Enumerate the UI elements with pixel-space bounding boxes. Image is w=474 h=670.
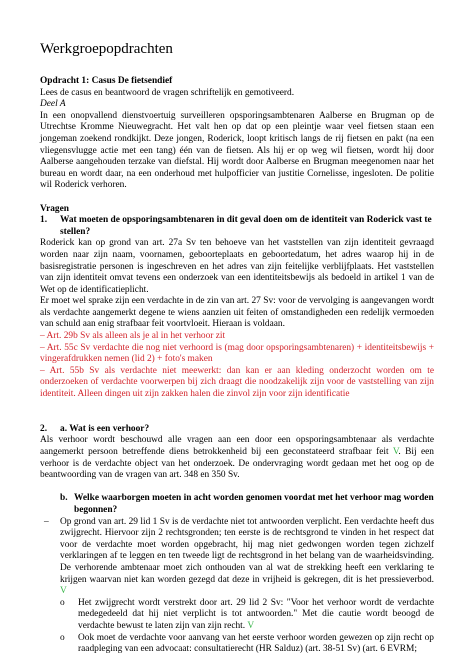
answer-2b-cautie: Het zwijgrecht wordt verstrekt door art. 29 lid 2 Sv: "Voor het verhoor wordt de verdachte medegedeeld dat hij niet verplicht is tot antwoorden." Met die cautie wordt beoogd de verdachte bewust te laten zijn van zijn recht. [78,597,434,631]
circle-bullet-icon: o [60,632,65,643]
answer-2a-part-2: . Bij een verhoor is de verdachte object van het onderzoek. De ondervraging wordt gedaan met het oog op de beantwoording van de vragen van art. 348 en 350 Sv. [40,447,434,481]
answer-2a [40,435,434,481]
question-2a [40,424,434,436]
answer-2b-zwijgrecht: Op grond van art. 29 lid 1 Sv is de verdachte niet tot antwoorden verplicht. Een verdachte heeft dus zwijgrecht. Hiervoor zijn 2 rechtsgronden; ten eerste is de rechtsgrond te vinden in het respect dat voor de verdachte moet worden opgebracht, hij mag niet gedwongen worden tegen zichzelf verklaringen af te leggen en ten tweede ligt de rechtsgrond in het belang van de waarheidsvinding. De verhorende ambtenaar moet zich onthouden van al wat de strekking heeft een verklaring te krijgen waarvan niet kan worden gezegd dat deze in vrijheid is gekregen, dit is het pressieverbod. [60,516,434,585]
question-2a-text: a. Wat is een verhoor? [60,423,150,434]
question-2-number: 2. [40,423,48,434]
answer-2b-subitem-1 [40,598,434,633]
check-mark: V [60,586,67,597]
assignment-heading: Opdracht 1: Casus De fietsendief [40,76,173,86]
part-label: Deel A [40,99,66,110]
questions-heading: Vragen [40,203,69,214]
assignment-instruction: Lees de casus en beantwoord de vragen schriftelijk en gemotiveerd. [40,87,295,98]
page-title: Werkgroepopdrachten [40,41,173,57]
case-text: In een onopvallend dienstvoertuig surveilleren opsporingsambtenaren Aalberse en Brugman op de Utrechtse Kromme Nieuwegracht. Het valt hen op dat op een pleintje waar veel fietsen staan een jongeman zoekend rondkijkt. Deze jongen, Roderick, loopt kritisch langs de rij fietsen en pakt (na een vliegensvlugge actie met een tang) één van de fietsen. Als hij er op weg wil fietsen, wordt hij door Aalberse aangehouden terzake van diefstal. Hij wordt door Aalberse en Brugman meegenomen naar het bureau en wordt daar, na een onderhoud met hulpofficier van justitie Cornelisse, ingesloten. De politie wil Roderick verhoren. [40,110,434,191]
answer-1-paragraph-2: Er moet wel sprake zijn een verdachte in de zin van art. 27 Sv: voor de vervolging is aangevangen wordt als verdachte aangemerkt degene te wiens aanzien uit feiten of omstandigheden een redelijk vermoeden van schuld aan enig strafbaar feit voortvloeit. Hieraan is voldaan. [40,296,434,330]
check-mark: V [247,620,255,631]
answer-2b-subitem-2 [40,633,434,656]
answer-2a-part-1: Als verhoor wordt beschouwd alle vragen aan een door een opsporingsambtenaar als verdachte aangemerkt persoon betreffende diens betrokkenheid bij een geconstateerd strafbaar feit [40,435,434,457]
answer-1-paragraph-1: Roderick kan op grond van art. 27a Sv ten behoeve van het vaststellen van zijn identiteit gevraagd worden naar zijn naam, voornamen, geboorteplaats en geboortedatum, het adres waarop hij in de basisregistratie personen is ingeschreven en het adres van zijn feitelijke verblijfplaats. Het vaststellen van zijn identiteit omvat tevens een onderzoek van een identiteitsbewijs als bedoeld in artikel 1 van de Wet op de identificatieplicht. [40,238,434,295]
circle-bullet-icon: o [60,597,65,608]
question-2b [40,493,434,516]
check-mark: V [392,447,399,457]
answer-2b-advocaat: Ook moet de verdachte voor aanvang van het eerste verhoor worden gewezen op zijn recht op raadpleging van een advocaat: consultatierecht (HR Salduz) (art. 38-51 Sv) (art. 6 EVRM; [78,632,434,655]
answer-2b-item [40,517,434,598]
question-1 [40,215,434,238]
annotation-art-55c: – Art. 55c Sv verdachte die nog niet verhoord is (mag door opsporingsambtenaren) + identiteitsbewijs + vingerafdrukken nemen (lid 2) + foto's maken [40,342,434,365]
question-1-number: 1. [40,215,48,226]
annotation-art-29b: – Art. 29b Sv als alleen als je al in het verhoor zit [40,331,226,342]
question-1-text: Wat moeten de opsporingsambtenaren in dit geval doen om de identiteit van Roderick vast te stellen? [60,215,432,237]
dash-marker: – [44,516,49,527]
question-2b-number: b. [60,493,68,504]
question-2b-text: Welke waarborgen moeten in acht worden genomen voordat met het verhoor mag worden begonnen? [74,493,434,515]
annotation-art-55b: – Art. 55b Sv als verdachte niet meewerkt: dan kan er aan kleding onderzocht worden om te onderzoeken of verdachte voorwerpen bij zich draagt die noodzakelijk zijn voor de vaststelling van zijn identiteit. Alleen dingen uit zijn zakken halen die zinvol zijn voor zijn identificatie [40,365,434,400]
